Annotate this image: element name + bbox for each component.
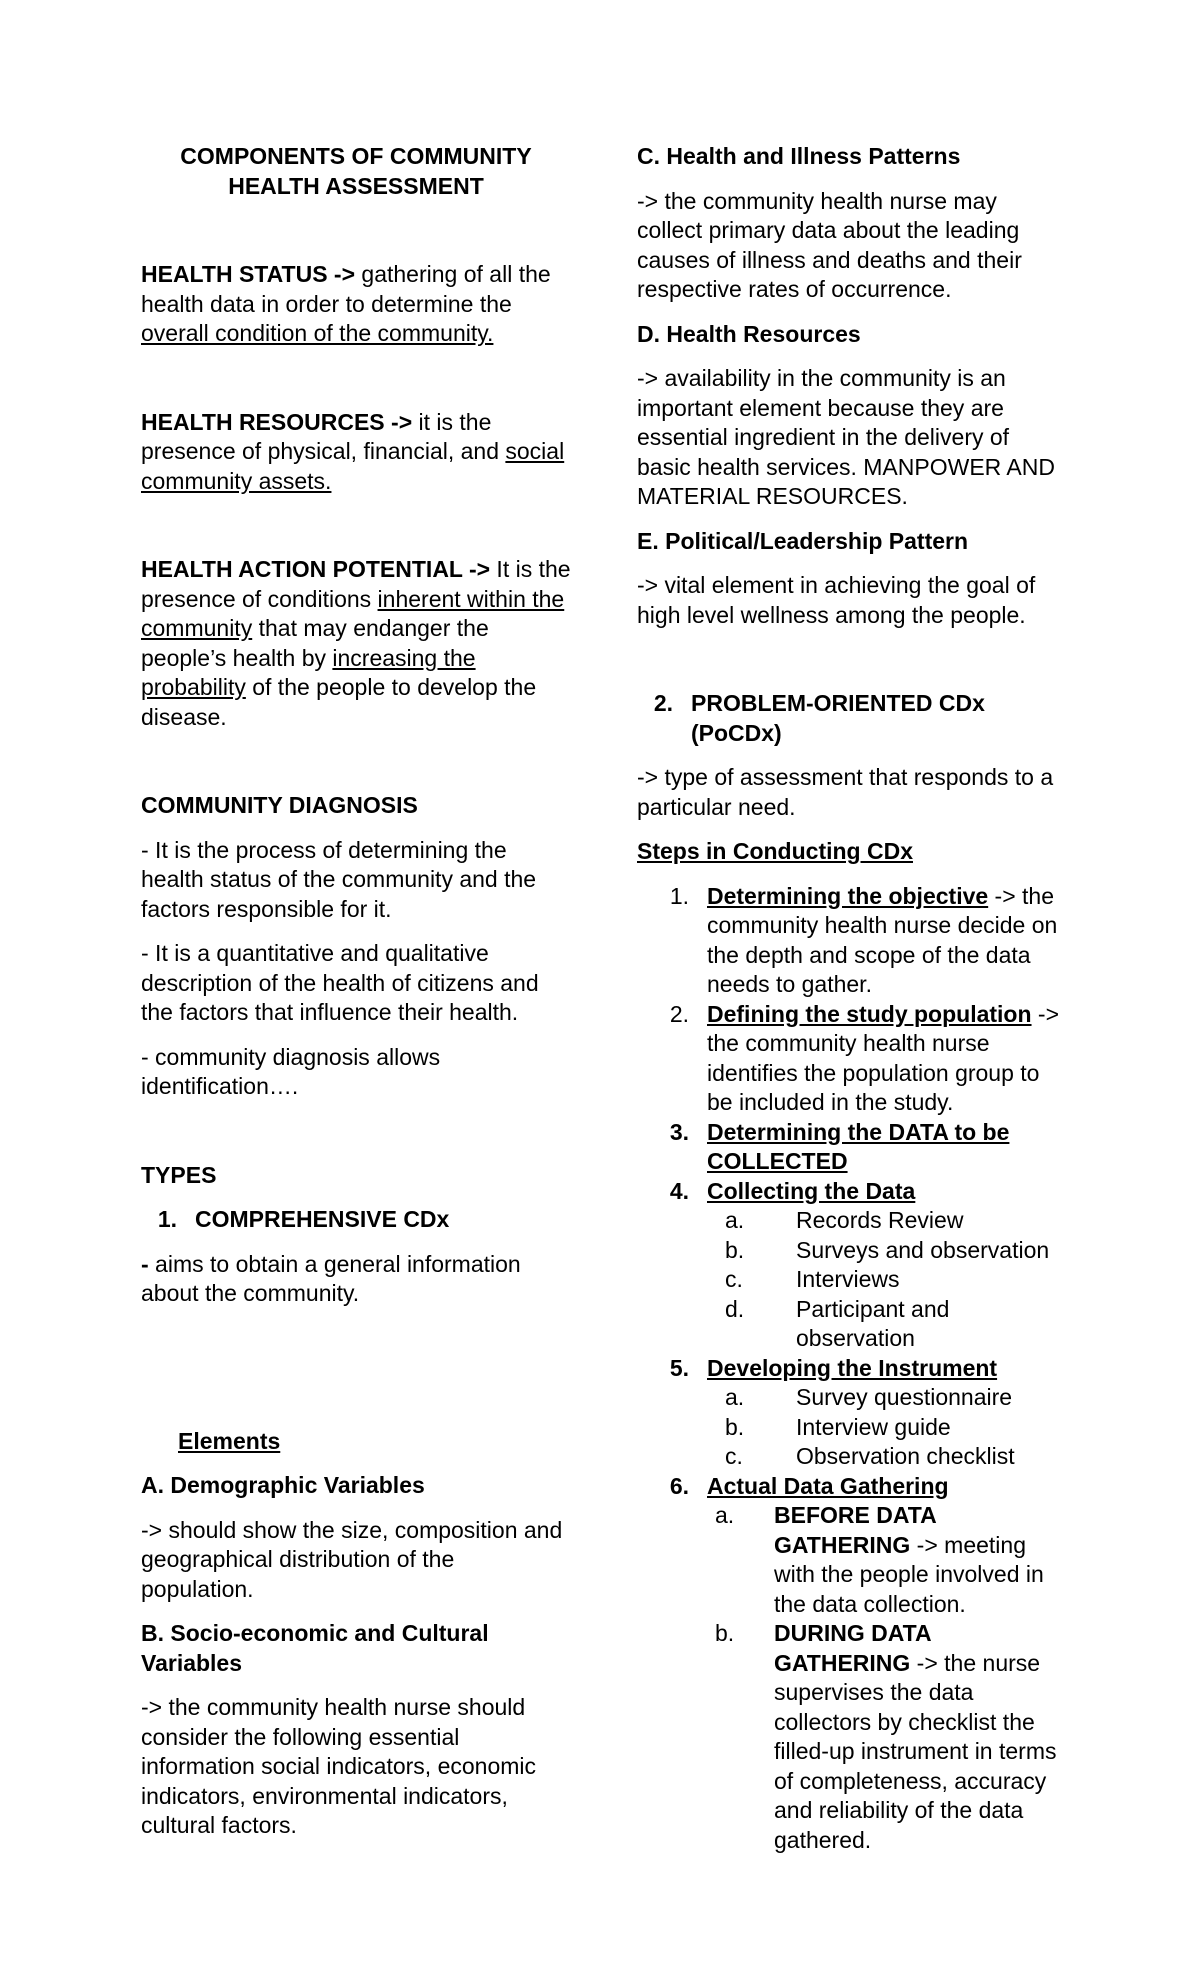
step-2-content [707,1000,1067,1118]
health-status-text: gathering of all the health data in order to determine the [141,261,551,317]
before-data-gathering-title: BEFORE DATA GATHERING [774,1502,936,1558]
problem-oriented-item [637,689,1067,748]
before-data-gathering-text: -> meeting with the people involved in the data collection. [774,1531,1044,1617]
comprehensive-label: COMPREHENSIVE CDx [195,1206,450,1232]
list-item-text: Interviews [796,1266,900,1292]
step-6-sublist [707,1501,1067,1855]
element-d-title: D. Health Resources [637,320,861,347]
comprehensive-desc-text: aims to obtain a general information about the community. [141,1250,521,1306]
step-4-title: Collecting the Data [707,1177,916,1204]
step-3 [637,1118,1067,1177]
element-c-title: C. Health and Illness Patterns [637,143,961,169]
types-heading: TYPES [141,1161,217,1188]
list-item [707,1501,1067,1619]
list-item-letter: b. [725,1413,745,1440]
step-2-title: Defining the study population [707,1000,1032,1027]
list-item [707,1413,1067,1443]
health-status-paragraph [141,260,571,349]
step-1-title: Determining the objective [707,882,989,909]
community-diagnosis-p1: - It is the process of determining the health status of the community and the factors responsible for it. [141,836,537,922]
list-item-text: Interview guide [796,1413,951,1440]
list-item-letter: b. [725,1236,745,1263]
step-3-title: Determining the DATA to be COLLECTED [707,1118,1010,1174]
step-5-title: Developing the Instrument [707,1354,998,1381]
step-2 [637,1000,1067,1118]
problem-oriented-number: 2. [653,690,673,716]
list-item-text: Survey questionnaire [796,1384,1013,1410]
step-4-content [707,1177,1067,1354]
health-status-term: HEALTH STATUS -> [141,261,356,287]
steps-list [637,882,1067,1856]
list-item [707,1383,1067,1413]
step-1-content [707,882,1067,1000]
comprehensive-number: 1. [157,1206,177,1232]
element-b-title: B. Socio-economic and Cultural Variables [141,1620,489,1676]
step-5-sublist [707,1383,1067,1472]
list-item [707,1265,1067,1295]
list-item-letter: c. [725,1266,743,1292]
step-2-number: 2. [669,1000,689,1027]
health-resources-underlined: social community assets. [141,438,565,494]
health-action-text-1: It is the presence of conditions [141,556,571,612]
health-action-paragraph [141,555,571,732]
element-a-title: A. Demographic Variables [141,1472,425,1498]
list-item-text: Records Review [796,1207,964,1233]
step-1-number: 1. [669,882,689,909]
list-item-letter: b. [715,1620,735,1646]
during-data-gathering-text: -> the nurse supervises the data collectors by checklist the filled-up instrument in terms of completeness, accuracy and reliability of the data gathered. [774,1649,1057,1853]
step-3-number: 3. [669,1118,689,1145]
step-3-content [707,1118,1067,1177]
comprehensive-cdx-item [141,1205,571,1235]
community-diagnosis-p3: - community diagnosis allows identification…. [141,1043,441,1099]
step-6-content [707,1472,1067,1856]
list-item-text: Surveys and observation [796,1236,1050,1263]
step-2-text: -> the community health nurse identifies the population group to be included in the study. [707,1000,1060,1115]
element-b-description: -> the community health nurse should consider the following essential information social indicators, economic indicators, environmental indicators, cultural factors. [141,1694,537,1838]
health-resources-term: HEALTH RESOURCES -> [141,408,413,435]
health-resources-text: it is the presence of physical, financial, and [141,408,506,464]
step-6 [637,1472,1067,1856]
list-item [707,1442,1067,1472]
during-data-gathering-title: DURING DATA GATHERING [774,1620,931,1676]
list-item-text: Participant and observation [796,1295,950,1351]
community-diagnosis-p2: - It is a quantitative and qualitative description of the health of citizens and the factors that influence their health. [141,940,539,1025]
step-6-number: 6. [669,1472,689,1499]
steps-heading [637,837,1067,867]
element-e-description: -> vital element in achieving the goal of high level wellness among the people. [637,572,1036,628]
title-line-2: HEALTH ASSESSMENT [228,172,484,199]
step-4-sublist [707,1206,1067,1354]
list-item-letter: a. [725,1207,745,1233]
elements-heading-text: Elements [178,1427,281,1454]
step-5-number: 5. [669,1354,689,1381]
health-status-underlined: overall condition of the community. [141,320,494,346]
step-4-number: 4. [669,1177,689,1204]
step-4 [637,1177,1067,1354]
problem-oriented-description: -> type of assessment that responds to a particular need. [637,764,1054,820]
element-d-description: -> availability in the community is an important element because they are essential ingredient in the delivery of basic health services. MANPOWER AND MATERIAL RESOURCES. [637,365,1055,509]
step-1 [637,882,1067,1000]
step-6-title: Actual Data Gathering [707,1472,949,1499]
list-item-text: Observation checklist [796,1443,1015,1469]
list-item-text [774,1619,1067,1855]
document-title [141,142,571,201]
list-item-letter: d. [725,1295,745,1322]
problem-oriented-label: PROBLEM-ORIENTED CDx (PoCDx) [691,690,985,746]
comprehensive-dash: - [141,1250,149,1277]
comprehensive-description [141,1250,571,1309]
step-1-text: -> the community health nurse decide on the depth and scope of the data needs to gather. [707,882,1058,997]
list-item [707,1236,1067,1266]
list-item [707,1295,1067,1354]
community-diagnosis-heading: COMMUNITY DIAGNOSIS [141,792,418,818]
step-5-content [707,1354,1067,1472]
list-item-text [774,1501,1067,1619]
elements-heading [141,1427,571,1457]
element-a-description: -> should show the size, composition and geographical distribution of the population. [141,1516,563,1602]
element-e-title: E. Political/Leadership Pattern [637,527,969,554]
health-action-text-3: of the people to develop the disease. [141,674,537,730]
list-item-letter: c. [725,1443,743,1469]
list-item-letter: a. [725,1384,745,1410]
health-action-text-2: that may endanger the people’s health by [141,615,489,671]
step-5 [637,1354,1067,1472]
list-item [707,1619,1067,1855]
list-item-letter: a. [715,1502,735,1528]
health-action-underlined-1: inherent within the community [141,585,565,641]
left-column [141,142,571,1841]
title-line-1: COMPONENTS OF COMMUNITY [180,143,532,169]
list-item [707,1206,1067,1236]
right-column [637,142,1067,1855]
element-c-description: -> the community health nurse may collect primary data about the leading causes of illness and deaths and their respective rates of occurrence. [637,187,1022,302]
health-action-term: HEALTH ACTION POTENTIAL -> [141,556,491,582]
health-action-underlined-2: increasing the probability [141,644,476,700]
steps-heading-text: Steps in Conducting CDx [637,838,913,864]
health-resources-paragraph [141,408,571,497]
